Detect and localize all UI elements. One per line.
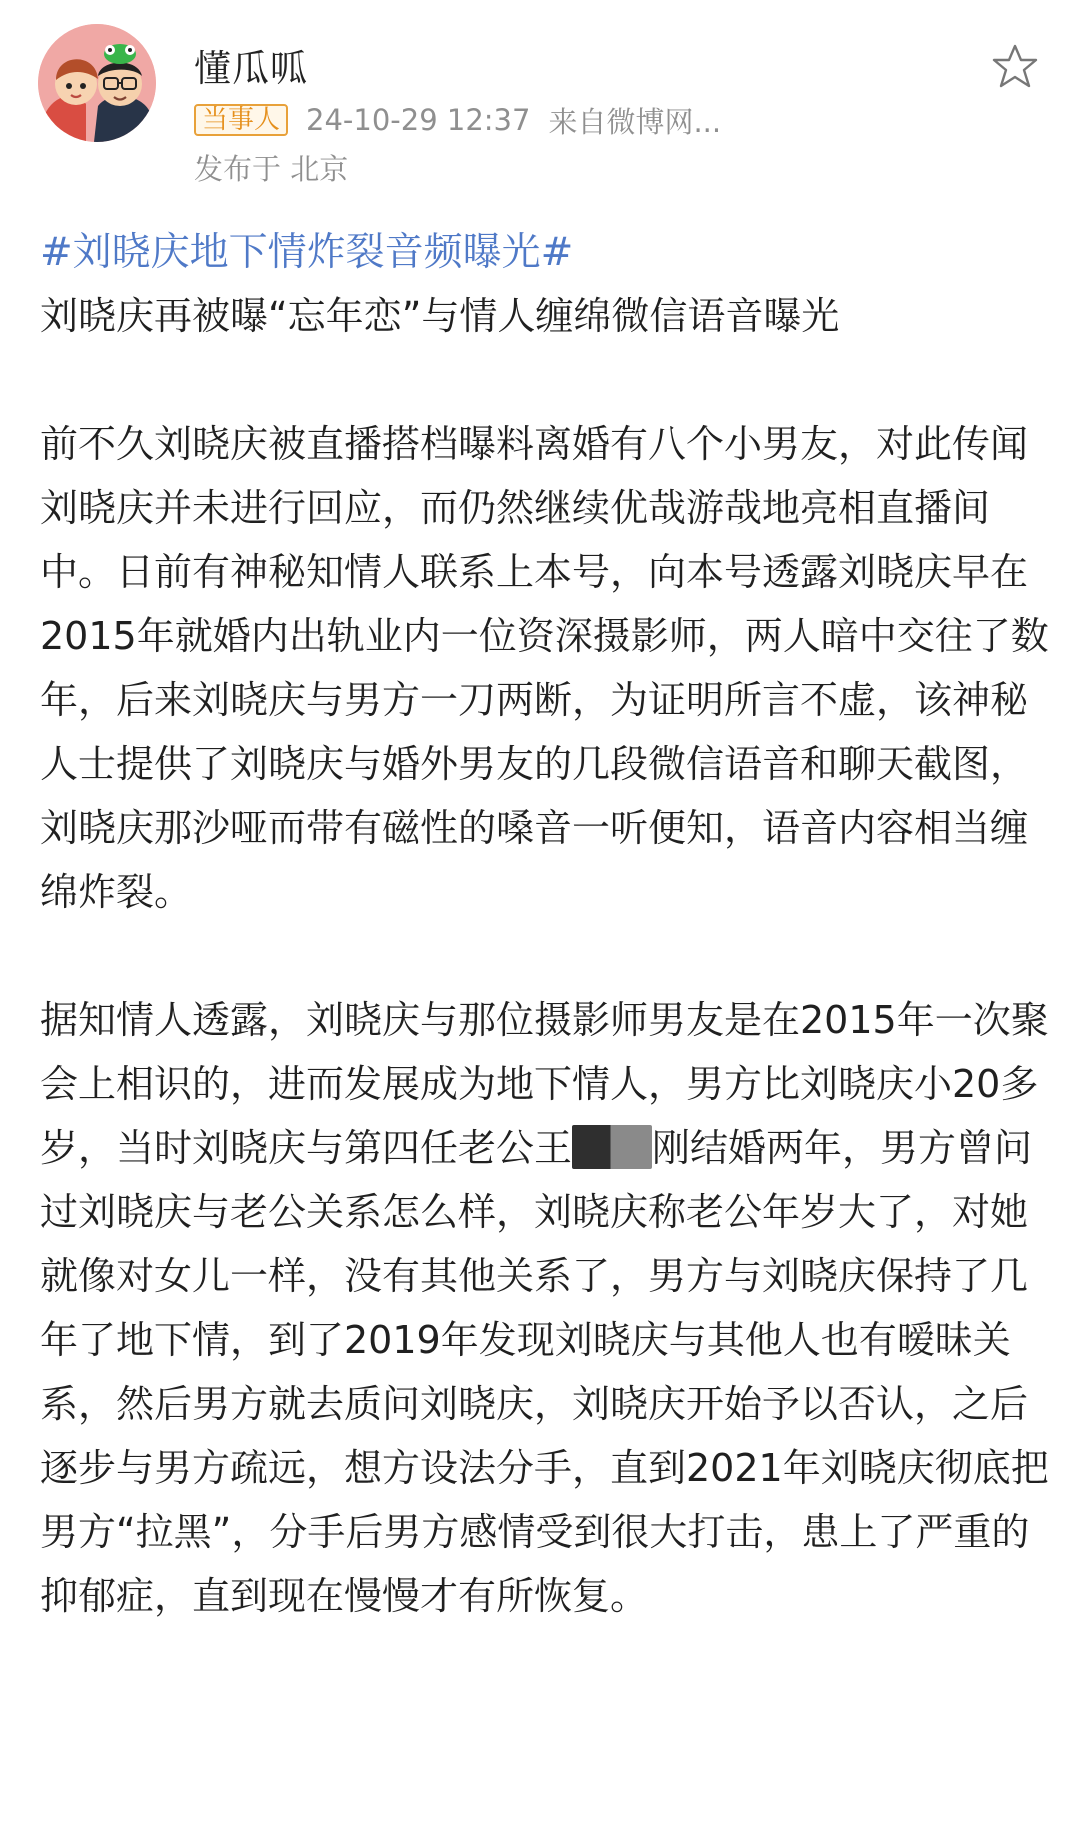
avatar[interactable] (38, 24, 156, 142)
post-source[interactable]: 来自微博网... (548, 104, 722, 139)
role-badge: 当事人 (194, 104, 288, 136)
paragraph-2-text-b: 刚结婚两年，男方曾问过刘晓庆与老公关系怎么样，刘晓庆称老公年岁大了，对她就像对女儿一样，没有其他关系了，男方与刘晓庆保持了几年了地下情，到了2019年发现刘晓庆与其他人也有暧昧关系，然后男方就去质问刘晓庆，刘晓庆开始予以否认，之后逐步与男方疏远，想方设法分手，直到2021年刘晓庆彻底把男方“拉黑”，分手后男方感情受到很大打击，患上了严重的抑郁症，直到现在慢慢才有所恢复。 (40, 1126, 1049, 1618)
author-name[interactable]: 懂瓜呱 (194, 47, 308, 90)
paragraph-gap (40, 924, 1050, 988)
paragraph-gap (40, 348, 1050, 412)
post-subtitle: 刘晓庆再被曝“忘年恋”与情人缠绵微信语音曝光 (40, 294, 840, 338)
favorite-button[interactable] (990, 42, 1040, 92)
paragraph-2-text-a: 据知情人透露，刘晓庆与那位摄影师男友是在2015年一次聚会上相识的，进而发展成为地下情人，男方比刘晓庆小20多岁，当时刘晓庆与第四任老公王 (40, 998, 1049, 1170)
post-meta (194, 102, 721, 138)
post-paragraph-1: 前不久刘晓庆被直播搭档曝料离婚有八个小男友，对此传闻刘晓庆并未进行回应，而仍然继续优哉游哉地亮相直播间中。日前有神秘知情人联系上本号，向本号透露刘晓庆早在2015年就婚内出轨业内一位资深摄影师，两人暗中交往了数年，后来刘晓庆与男方一刀两断，为证明所言不虚，该神秘人士提供了刘晓庆与婚外男友的几段微信语音和聊天截图，刘晓庆那沙哑而带有磁性的嗓音一听便知，语音内容相当缠绵炸裂。 (40, 422, 1049, 914)
redacted-name-mosaic (572, 1125, 652, 1169)
avatar-icon (38, 24, 156, 142)
post-header (0, 0, 1080, 190)
star-icon (990, 42, 1040, 92)
hashtag-link[interactable]: #刘晓庆地下情炸裂音频曝光# (40, 230, 574, 275)
post-paragraph-2 (40, 988, 1050, 1628)
post-location: 发布于 北京 (194, 152, 349, 186)
post-body (40, 222, 1050, 1628)
post-timestamp: 24-10-29 12:37 (306, 103, 531, 137)
